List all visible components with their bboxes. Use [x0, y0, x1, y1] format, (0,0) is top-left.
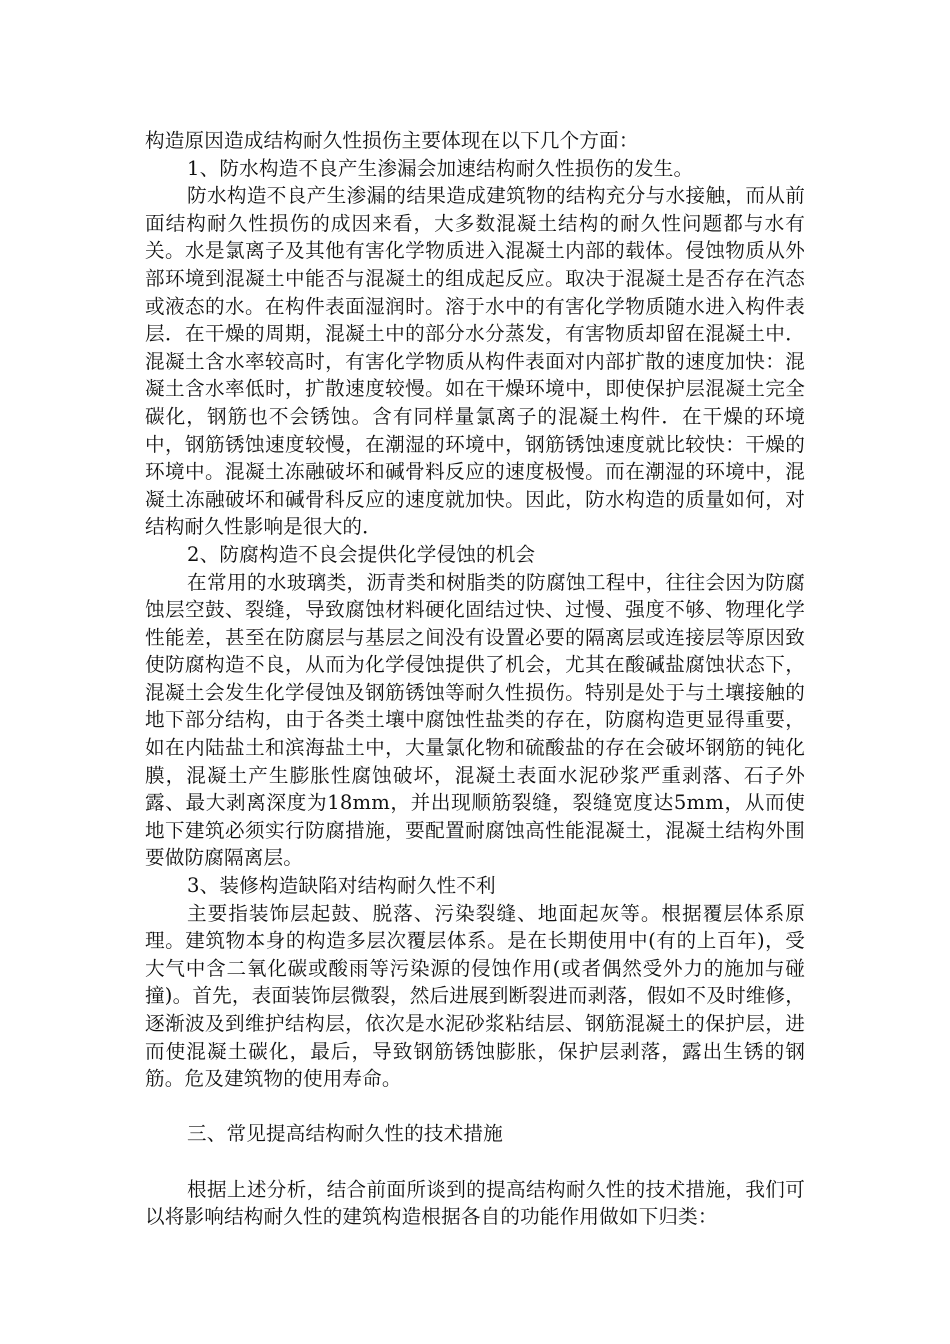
waterproofing-paragraph: 防水构造不良产生渗漏的结果造成建筑物的结构充分与水接触，而从前面结构耐久性损伤的成因来看，大多数混凝土结构的耐久性问题都与水有关。水是氯离子及其他有害化学物质进入混凝土内部的载体。侵蚀物质从外部环境到混凝土中能否与混凝土的组成起反应。取决于混凝土是否存在汽态或液态的水。在构件表面湿润时。溶于水中的有害化学物质随水进入构件表层．在干燥的周期，混凝土中的部分水分蒸发，有害物质却留在混凝土中．混凝土含水率较高时，有害化学物质从构件表面对内部扩散的速度加快：混凝土含水率低时，扩散速度较慢。如在干燥环境中，即使保护层混凝土完全碳化，钢筋也不会锈蚀。含有同样量氯离子的混凝土构件．在干燥的环境中，钢筋锈蚀速度较慢，在潮湿的环境中，钢筋锈蚀速度就比较快：干燥的环境中。混凝土冻融破坏和碱骨料反应的速度极慢。而在潮湿的环境中，混凝土冻融破坏和碱骨科反应的速度就加快。因此，防水构造的质量如何，对结构耐久性影响是很大的． — [145, 184, 805, 539]
intro-paragraph: 构造原因造成结构耐久性损伤主要体现在以下几个方面： — [145, 129, 639, 152]
document-body — [145, 127, 805, 1231]
spacer — [145, 1148, 805, 1176]
section-heading-decoration: 3、装修构造缺陷对结构耐久性不利 — [187, 874, 496, 898]
section-heading-anticorrosion: 2、防腐构造不良会提供化学侵蚀的机会 — [187, 542, 536, 566]
section-heading-waterproofing: 1、防水构造不良产生渗漏会加速结构耐久性损伤的发生。 — [187, 156, 694, 180]
spacer — [145, 1093, 805, 1121]
anticorrosion-paragraph: 在常用的水玻璃类，沥青类和树脂类的防腐蚀工程中，往往会因为防腐蚀层空鼓、裂缝，导致腐蚀材料硬化固结过快、过慢、强度不够、物理化学性能差，甚至在防腐层与基层之间没有设置必要的隔离层或连接层等原因致使防腐构造不良，从而为化学侵蚀提供了机会，尤其在酸碱盐腐蚀状态下，混凝土会发生化学侵蚀及钢筋锈蚀等耐久性损伤。特别是处于与土壤接触的地下部分结构，由于各类土壤中腐蚀性盐类的存在，防腐构造更显得重要，如在内陆盐土和滨海盐土中，大量氯化物和硫酸盐的存在会破坏钢筋的钝化膜，混凝土产生膨胀性腐蚀破坏，混凝土表面水泥砂浆严重剥落、石子外露、最大剥离深度为18mm，并出现顺筋裂缝，裂缝宽度达5mm，从而使地下建筑必须实行防腐措施，要配置耐腐蚀高性能混凝土，混凝土结构外围要做防腐隔离层。 — [145, 570, 805, 870]
decoration-paragraph: 主要指装饰层起鼓、脱落、污染裂缝、地面起灰等。根据覆层体系原理。建筑物本身的构造多层次覆层体系。是在长期使用中(有的上百年)，受大气中含二氧化碳或酸雨等污染源的侵蚀作用(或者偶然受外力的施加与碰撞)。首先，表面装饰层微裂，然后进展到断裂进而剥落，假如不及时维修，逐渐波及到维护结构层，依次是水泥砂浆粘结层、钢筋混凝土的保护层，进而使混凝土碳化，最后，导致钢筋锈蚀膨胀，保护层剥落，露出生锈的钢筋。危及建筑物的使用寿命。 — [145, 901, 805, 1091]
summary-paragraph: 根据上述分析，结合前面所谈到的提高结构耐久性的技术措施，我们可以将影响结构耐久性的建筑构造根据各自的功能作用做如下归类： — [145, 1177, 805, 1229]
chapter-heading-measures: 三、常见提高结构耐久性的技术措施 — [187, 1122, 503, 1146]
